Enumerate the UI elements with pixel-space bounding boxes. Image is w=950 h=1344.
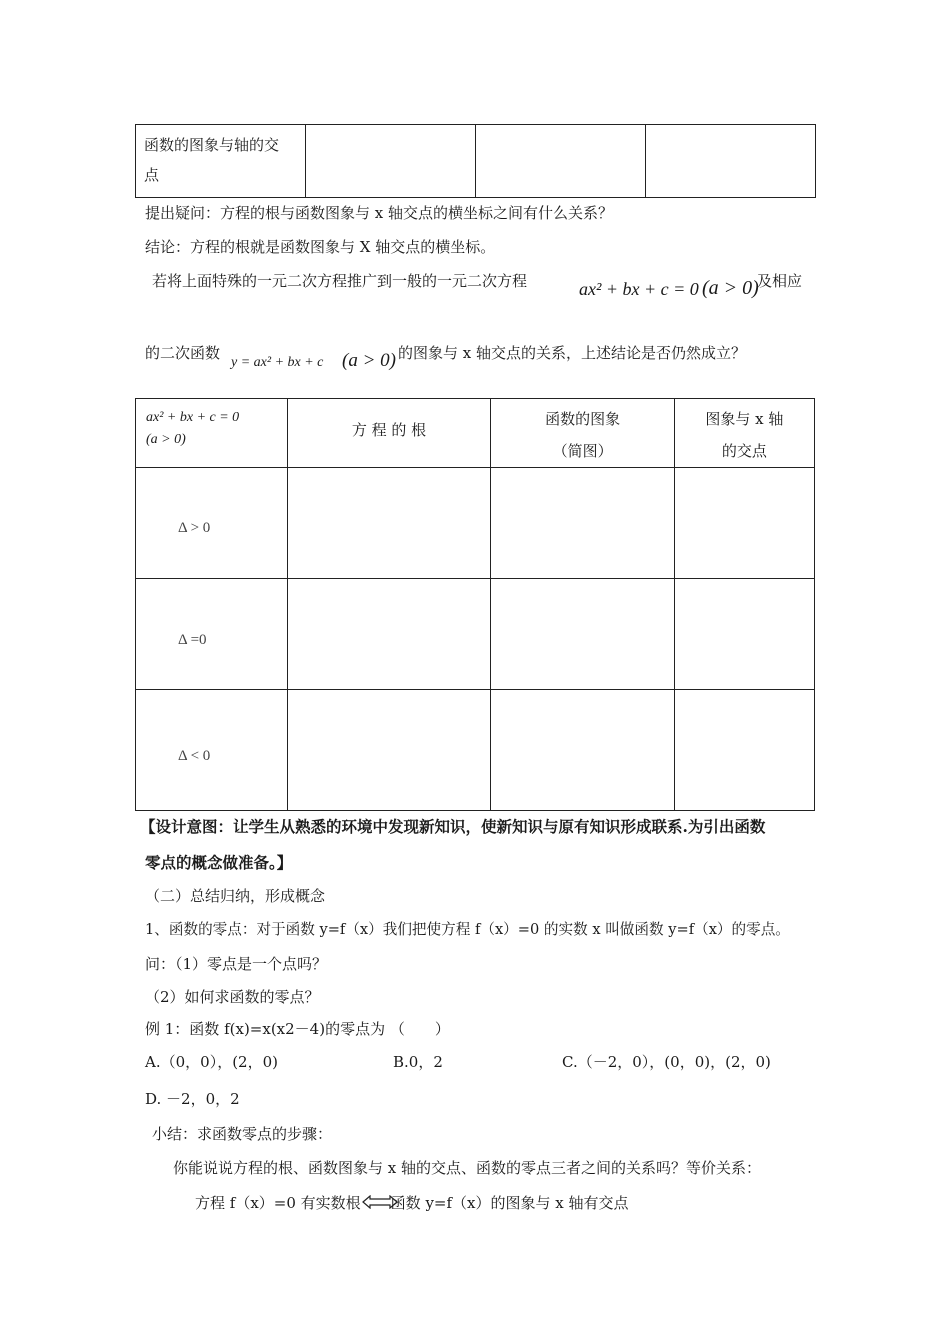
top-table-label-cell	[136, 125, 306, 198]
header-intersect-line2: 的交点	[721, 442, 767, 460]
table-cell	[491, 579, 674, 690]
header-intersect-line1: 图象与 x 轴	[705, 410, 784, 428]
delta-negative-label: Δ < 0	[178, 748, 211, 764]
main-table	[135, 398, 815, 811]
top-table	[135, 124, 816, 198]
table-cell	[491, 468, 674, 579]
header-graph-cell	[491, 399, 674, 468]
top-table-label-line1: 函数的图象与轴的交	[144, 136, 280, 154]
general-equation: ax² + bx + c = 0	[579, 279, 699, 299]
design-intent-line1: 【设计意图：让学生从熟悉的环境中发现新知识，使新知识与原有知识形成联系.为引出函数	[140, 817, 766, 836]
generalize-after-text: 及相应	[757, 272, 803, 290]
top-table-cell	[646, 125, 816, 198]
header-roots: 方 程 的 根	[351, 421, 427, 439]
row-delta-zero	[136, 579, 288, 690]
equivalence-line	[195, 1192, 629, 1213]
table-cell	[674, 468, 814, 579]
top-table-cell	[306, 125, 476, 198]
question-2: （2）如何求函数的零点？	[145, 988, 320, 1006]
option-b: B.0，2	[393, 1053, 443, 1071]
generalize-text: 若将上面特殊的一元二次方程推广到一般的一元二次方程	[152, 272, 528, 290]
table-cell	[287, 690, 491, 811]
quadratic-condition: (a > 0)	[342, 350, 396, 371]
relation-question-text: 的图象与 x 轴交点的关系，上述结论是否仍然成立？	[398, 344, 746, 362]
header-graph-line2: （简图）	[552, 442, 613, 460]
option-a: A.（0，0），(2，0)	[145, 1053, 278, 1071]
option-c: C.（－2，0），(0，0)，(2，0)	[562, 1053, 771, 1071]
conclusion-text: 结论：方程的根就是函数图象与 X 轴交点的横坐标。	[145, 238, 496, 256]
header-intersect-cell	[674, 399, 814, 468]
table-cell	[491, 690, 674, 811]
example-1: 例 1：函数 f(x)=x(x2－4)的零点为 （ ）	[145, 1020, 450, 1038]
design-intent-line2: 零点的概念做准备。】	[145, 853, 293, 872]
delta-positive-label: Δ > 0	[178, 520, 211, 536]
question-1: 问：（1）零点是一个点吗？	[145, 955, 328, 973]
summary-text: 小结：求函数零点的步骤：	[152, 1125, 333, 1143]
table-cell	[287, 468, 491, 579]
header-equation-cell	[136, 399, 288, 468]
top-table-label-line2: 点	[144, 166, 160, 184]
relation-question: 你能说说方程的根、函数图象与 x 轴的交点、函数的零点三者之间的关系吗？等价关系：	[173, 1159, 761, 1177]
header-condition: (a > 0)	[146, 432, 186, 447]
table-cell	[674, 690, 814, 811]
quadratic-function-text: 的二次函数	[145, 344, 221, 362]
quadratic-function: y = ax² + bx + c	[231, 355, 324, 370]
header-equation: ax² + bx + c = 0	[146, 410, 240, 425]
equivalence-left: 方程 f（x）=0 有实数根	[195, 1194, 361, 1212]
table-cell	[674, 579, 814, 690]
delta-zero-label: Δ =0	[178, 632, 207, 648]
zero-definition: 1、函数的零点：对于函数 y=f（x）我们把使方程 f（x）=0 的实数 x 叫做函数 y=f（x）的零点。	[145, 921, 790, 938]
header-roots-cell	[287, 399, 491, 468]
section2-heading: （二）总结归纳，形成概念	[145, 887, 326, 905]
question-text: 提出疑问：方程的根与函数图象与 x 轴交点的横坐标之间有什么关系？	[145, 204, 613, 222]
table-cell	[287, 579, 491, 690]
top-table-cell	[476, 125, 646, 198]
option-d: D. －2，0，2	[145, 1090, 240, 1108]
row-delta-negative	[136, 690, 288, 811]
general-condition: (a > 0)	[702, 277, 759, 299]
header-graph-line1: 函数的图象	[545, 410, 621, 428]
row-delta-positive	[136, 468, 288, 579]
equivalence-right: 函数 y=f（x）的图象与 x 轴有交点	[390, 1194, 629, 1212]
